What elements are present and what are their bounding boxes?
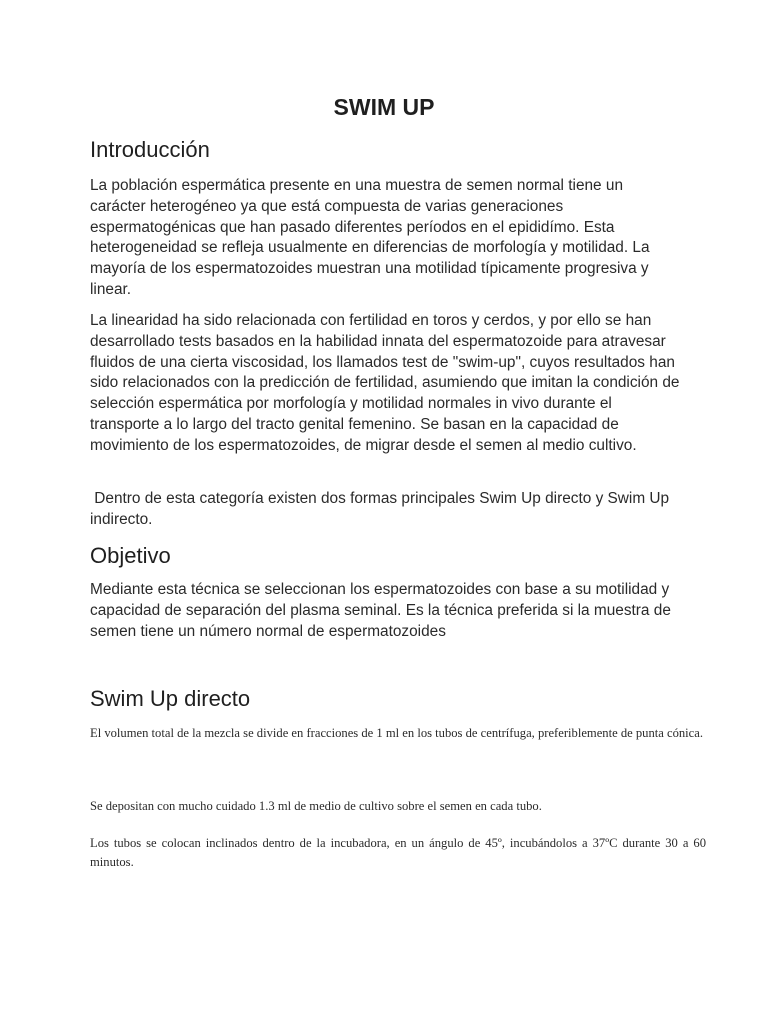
paragraph-objetivo-1: Mediante esta técnica se seleccionan los espermatozoides con base a su motilidad y capacidad de separación del plasma seminal. Es la técnica preferida si la muestra de semen tiene un número normal de espermatozoides xyxy=(90,581,671,640)
paragraph-introduccion-1: La población espermática presente en una muestra de semen normal tiene un carácter heterogéneo ya que está compuesta de varias generaciones espermatogénicas que han pasado diferentes períodos en el epididímo. Esta heterogeneidad se refleja usualmente en diferencias de morfología y motilidad. La mayoría de los espermatozoides muestran una motilidad típicamente progresiva y linear. xyxy=(90,177,650,298)
paragraph-introduccion-2: La linearidad ha sido relacionada con fertilidad en toros y cerdos, y por ello se han desarrollado tests basados en la habilidad innata del espermatozoide para atravesar fluidos de una cierta viscosidad, los llamados test de "swim-up", cuyos resultados han sido relacionados con la predicción de fertilidad, asumiendo que imitan la condición de selección espermática por morfología y motilidad normales in vivo durante el transporte a lo largo del tracto genital femenino. Se basan en la capacidad de movimiento de los espermatozoides, de migrar desde el semen al medio cultivo. xyxy=(90,312,680,454)
section-heading-swim-up-directo: Swim Up directo xyxy=(90,686,251,711)
section-heading-objetivo: Objetivo xyxy=(90,543,171,568)
section-heading-introduccion: Introducción xyxy=(90,137,210,162)
paragraph-introduccion-3: Dentro de esta categoría existen dos formas principales Swim Up directo y Swim Up indirecto. xyxy=(90,490,674,528)
paragraph-swim-up-directo-2: Se depositan con mucho cuidado 1.3 ml de medio de cultivo sobre el semen en cada tubo. xyxy=(90,799,542,813)
paragraph-swim-up-directo-3: Los tubos se colocan inclinados dentro de la incubadora, en un ángulo de 45º, incubándolos a 37ºC durante 30 a 60 minutos. xyxy=(90,836,706,869)
paragraph-swim-up-directo-1: El volumen total de la mezcla se divide en fracciones de 1 ml en los tubos de centrífuga, preferiblemente de punta cónica. xyxy=(90,726,704,740)
document-title: SWIM UP xyxy=(333,94,435,120)
